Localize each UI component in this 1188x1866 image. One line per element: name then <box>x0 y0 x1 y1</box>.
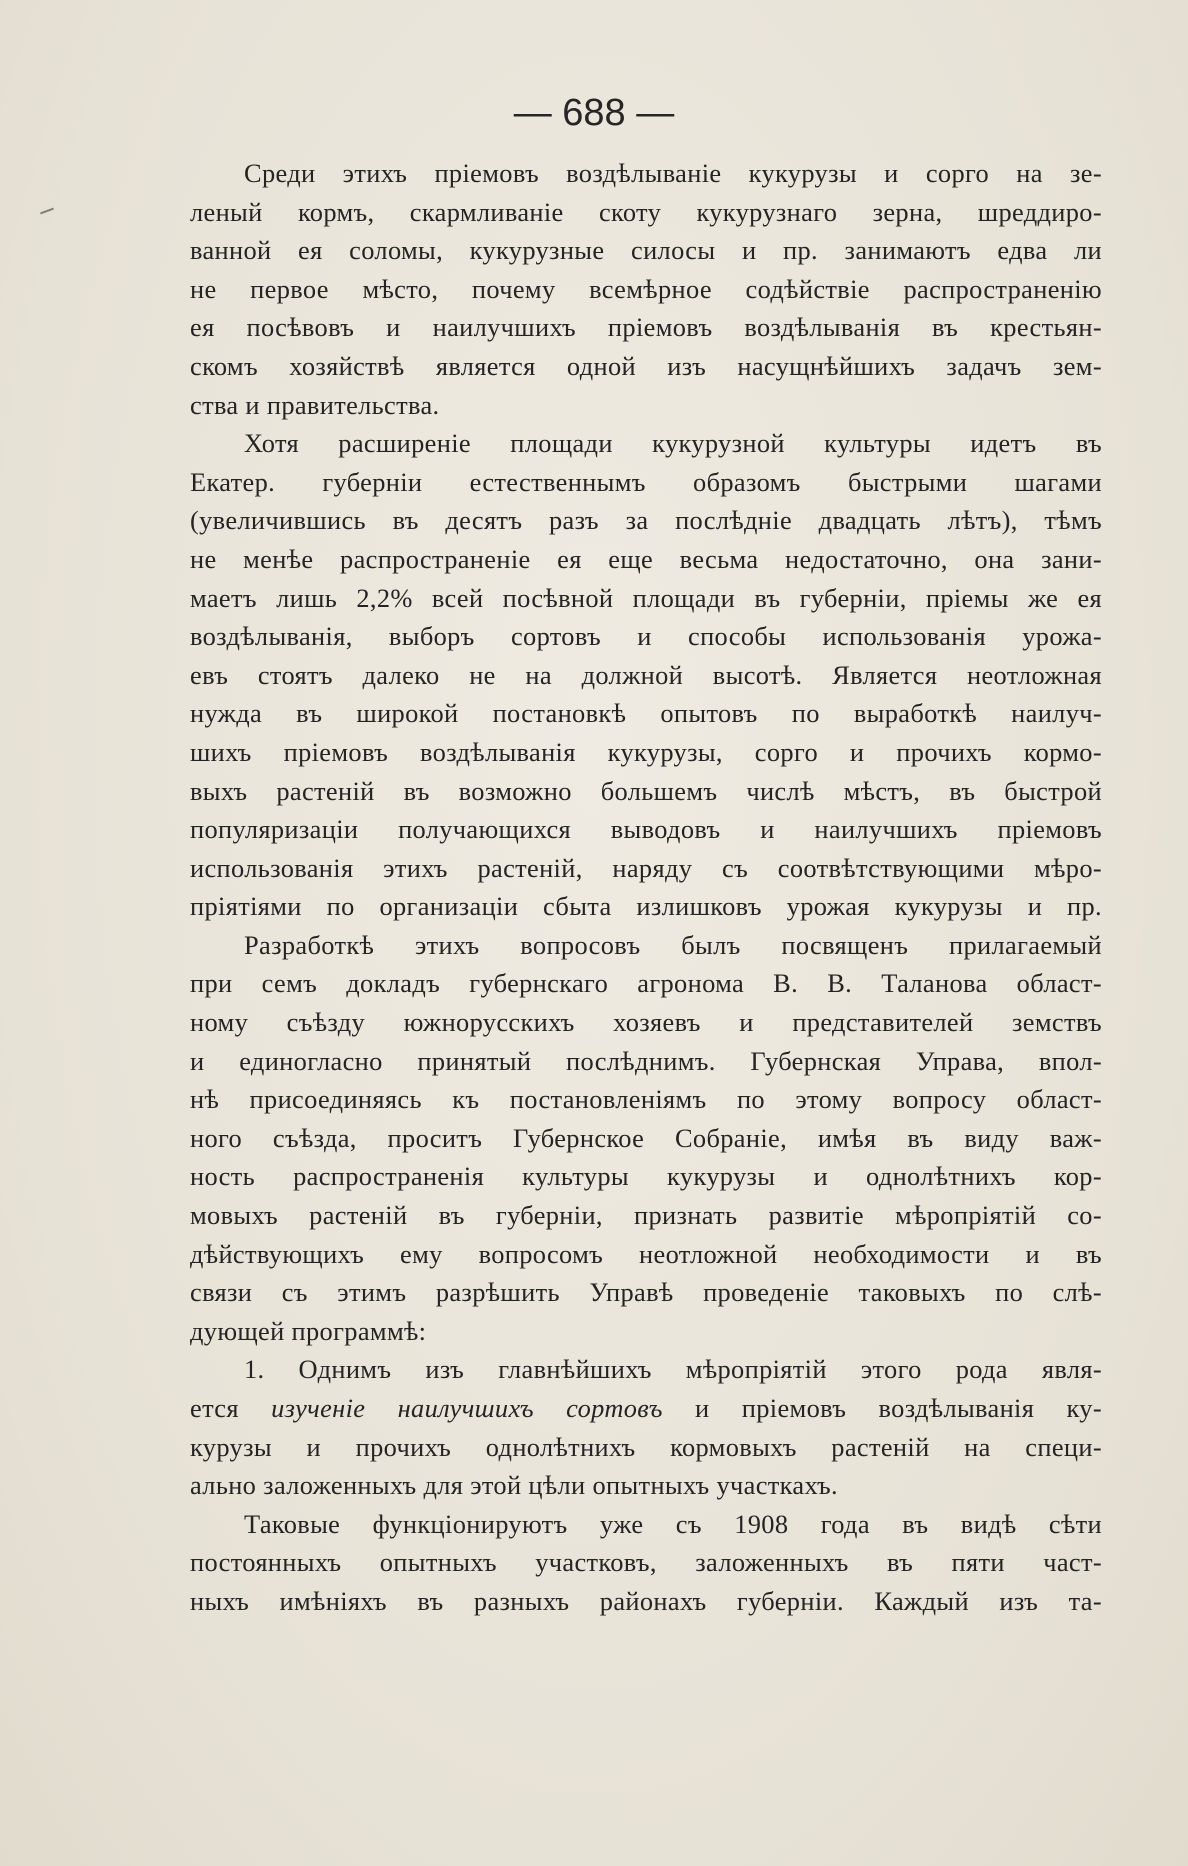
paragraph <box>190 424 1102 926</box>
text-line: постоянныхъ опытныхъ участковъ, заложенныхъ въ пяти част- <box>190 1547 1102 1578</box>
text-line <box>190 1389 1102 1428</box>
text-line: леный кормъ, скармливаніе скоту кукурузнаго зерна, шреддиро- <box>190 196 1102 227</box>
text-line: ванной ея соломы, кукурузные силосы и пр. занимаютъ едва ли <box>190 235 1102 266</box>
text-line: ныхъ имѣніяхъ въ разныхъ районахъ губерніи. Каждый изъ та- <box>190 1585 1102 1616</box>
paragraph <box>190 1350 1102 1504</box>
text-segment: ется <box>190 1393 272 1423</box>
body-text <box>190 154 1102 1621</box>
text-line: ально заложенныхъ для этой цѣли опытныхъ участкахъ. <box>190 1470 838 1501</box>
text-segment: и пріемовъ воздѣлыванія ку- <box>662 1393 1102 1423</box>
paragraph <box>190 154 1102 424</box>
text-line: ея посѣвовъ и наилучшихъ пріемовъ воздѣлыванія въ крестьян- <box>190 312 1102 343</box>
text-line: не менѣе распространеніе ея еще весьма недостаточно, она зани- <box>190 543 1102 574</box>
text-line: ства и правительства. <box>190 389 440 420</box>
text-line: популяризаціи получающихся выводовъ и наилучшихъ пріемовъ <box>190 814 1102 845</box>
text-line: курузы и прочихъ однолѣтнихъ кормовыхъ растеній на специ- <box>190 1431 1102 1462</box>
text-line: использованія этихъ растеній, наряду съ соотвѣтствующими мѣро- <box>190 852 1102 883</box>
text-line: не первое мѣсто, почему всемѣрное содѣйствіе распространенію <box>190 273 1102 304</box>
margin-pencil-mark <box>40 208 54 215</box>
paragraph <box>190 926 1102 1351</box>
text-line: воздѣлыванія, выборъ сортовъ и способы использованія урожа- <box>190 621 1102 652</box>
text-line: шихъ пріемовъ воздѣлыванія кукурузы, сорго и прочихъ кормо- <box>190 736 1102 767</box>
text-line: ность распространенія культуры кукурузы и однолѣтнихъ кор- <box>190 1161 1102 1192</box>
text-line: пріятіями по организаціи сбыта излишковъ урожая кукурузы и пр. <box>190 891 1102 922</box>
text-line: евъ стоятъ далеко не на должной высотѣ. Является неотложная <box>190 659 1102 690</box>
page-number: — 688 — <box>513 92 675 134</box>
text-line: нужда въ широкой постановкѣ опытовъ по выработкѣ наилуч- <box>190 698 1102 729</box>
text-line: ного съѣзда, проситъ Губернское Собраніе, имѣя въ виду важ- <box>190 1122 1102 1153</box>
text-line: скомъ хозяйствѣ является одной изъ насущнѣйшихъ задачъ зем- <box>190 350 1102 381</box>
text-line: мовыхъ растеній въ губерніи, признать развитіе мѣропріятій со- <box>190 1200 1102 1231</box>
text-line: нѣ присоединяясь къ постановленіямъ по этому вопросу област- <box>190 1084 1102 1115</box>
text-line: дѣйствующихъ ему вопросомъ неотложной необходимости и въ <box>190 1238 1102 1269</box>
text-line: связи съ этимъ разрѣшить Управѣ проведеніе таковыхъ по слѣ- <box>190 1277 1102 1308</box>
text-line: Разработкѣ этихъ вопросовъ былъ посвященъ прилагаемый <box>244 929 1102 960</box>
text-line: ному съѣзду южнорусскихъ хозяевъ и представителей земствъ <box>190 1007 1102 1038</box>
text-line: Таковые функціонируютъ уже съ 1908 года въ видѣ сѣти <box>244 1508 1102 1539</box>
text-line: 1. Однимъ изъ главнѣйшихъ мѣропріятій этого рода явля- <box>244 1354 1102 1385</box>
text-line: Среди этихъ пріемовъ воздѣлываніе кукурузы и сорго на зе- <box>244 158 1102 188</box>
text-line: маетъ лишь 2,2% всей посѣвной площади въ губерніи, пріемы же ея <box>190 582 1102 613</box>
text-line: при семъ докладъ губернскаго агронома В. В. Таланова област- <box>190 968 1102 999</box>
text-line: Хотя расширеніе площади кукурузной культуры идетъ въ <box>244 428 1102 459</box>
text-line: выхъ растеній въ возможно большемъ числѣ мѣстъ, въ быстрой <box>190 775 1102 806</box>
paragraph <box>190 1505 1102 1621</box>
text-line: (увеличившись въ десятъ разъ за послѣдніе двадцать лѣтъ), тѣмъ <box>190 505 1102 536</box>
text-line: дующей программѣ: <box>190 1315 427 1346</box>
text-line: и единогласно принятый послѣднимъ. Губернская Управа, впол- <box>190 1045 1102 1076</box>
text-line: Екатер. губерніи естественнымъ образомъ быстрыми шагами <box>190 466 1102 497</box>
emphasized-text: изученіе наилучшихъ сортовъ <box>271 1393 663 1423</box>
